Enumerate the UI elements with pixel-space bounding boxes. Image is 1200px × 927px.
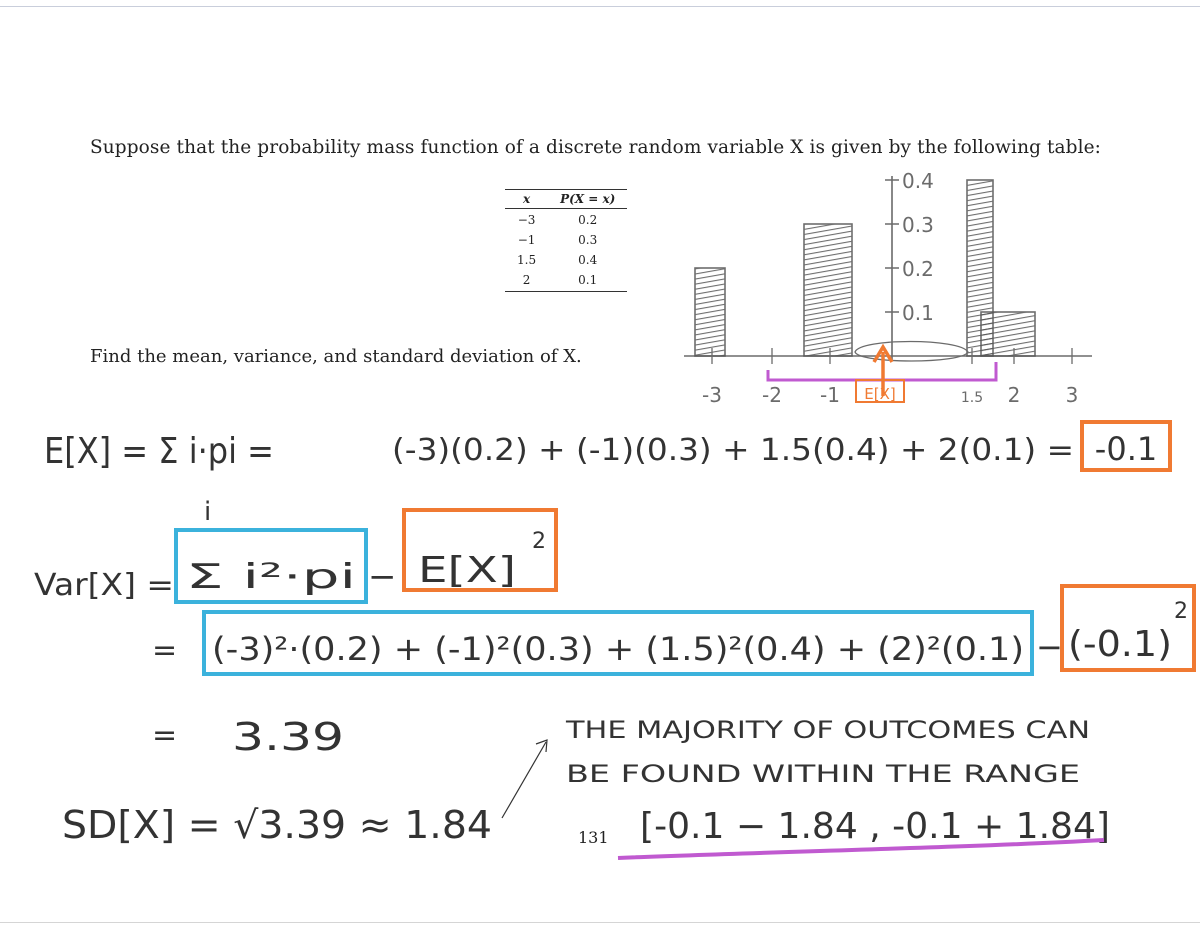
sketch-x-tick-label: 1.5 [960,390,984,406]
sketch-x-tick-label: -2 [762,383,782,407]
problem-statement: Suppose that the probability mass function of a discrete random variable X is given by the following table: [90,137,1102,158]
pmf-cell-prob: 0.4 [578,253,598,267]
variance-expanded: (-3)²·(0.2) + (-1)²(0.3) + (1.5)²(0.4) + (2)²(0.1) [212,630,1024,668]
pmf-cell-x: −1 [517,233,536,247]
pmf-cell-prob: 0.3 [578,233,598,247]
sketch-x-tick-label: 2 [1007,383,1021,407]
sketch-x-tick-label: -1 [820,383,840,407]
variance-equals-2: = [152,718,178,753]
expectation-terms: (-3)(0.2) + (-1)(0.3) + 1.5(0.4) + 2(0.1) = [392,433,1074,468]
variance-mean-sq: (-0.1) [1068,624,1172,665]
sketch-x-tick-label: -3 [702,383,722,407]
variance-formula [34,510,556,603]
sketch-y-tick-label: 0.3 [902,213,934,237]
variance-lhs: Var[X] = [34,568,174,603]
pmf-cell-x: 2 [505,269,548,292]
variance-result-line [152,715,344,759]
pmf-sketch [684,169,1092,407]
pmf-cell-x: −3 [517,213,536,227]
note-line-1: THE MAJORITY OF OUTCOMES CAN [564,716,1090,744]
sketch-bars [695,180,1035,356]
sketch-x-tick-label: 3 [1065,383,1079,407]
variance-result: 3.39 [232,715,344,759]
expectation-line [44,422,1170,527]
variance-minus: − [368,557,397,597]
expectation-sub: i [204,497,212,527]
note-arrow-shaft [502,742,546,818]
pmf-header-x: x [505,190,548,209]
expectation-lhs: E[X] = Σ i·pi = [44,431,274,472]
pmf-cell-prob: 0.1 [548,269,627,292]
mean-label: E[X] [864,385,896,403]
expectation-result: -0.1 [1094,430,1158,468]
sketch-y-tick-label: 0.2 [902,257,934,281]
pmf-header-prob: P(X = x) [548,190,627,209]
sketch-bar [695,268,725,356]
variance-expansion [152,586,1194,674]
note-range: [-0.1 − 1.84 , -0.1 + 1.84] [640,806,1110,847]
variance-minus-2: − [1036,628,1063,666]
variance-mean-exp: 2 [1174,599,1188,624]
sketch-y-tick-label: 0.1 [902,301,934,325]
variance-equals: = [152,633,178,668]
sketch-y-tick-label: 0.4 [902,169,934,193]
sketch-bar [981,312,1035,356]
mean-ellipse [855,342,968,362]
variance-ex: E[X] [418,550,516,591]
variance-ex-exp: 2 [532,529,546,554]
question-text: Find the mean, variance, and standard deviation of X. [90,346,582,367]
pmf-cell-prob: 0.2 [578,213,598,227]
page-number: 131 [578,828,609,847]
sd-line: SD[X] = √3.39 ≈ 1.84 [62,803,492,847]
note-line-2: BE FOUND WITHIN THE RANGE [566,760,1080,788]
sketch-bar [804,224,852,356]
variance-sum: Σ i²·pi [186,557,356,597]
pmf-cell-x: 1.5 [517,253,537,267]
